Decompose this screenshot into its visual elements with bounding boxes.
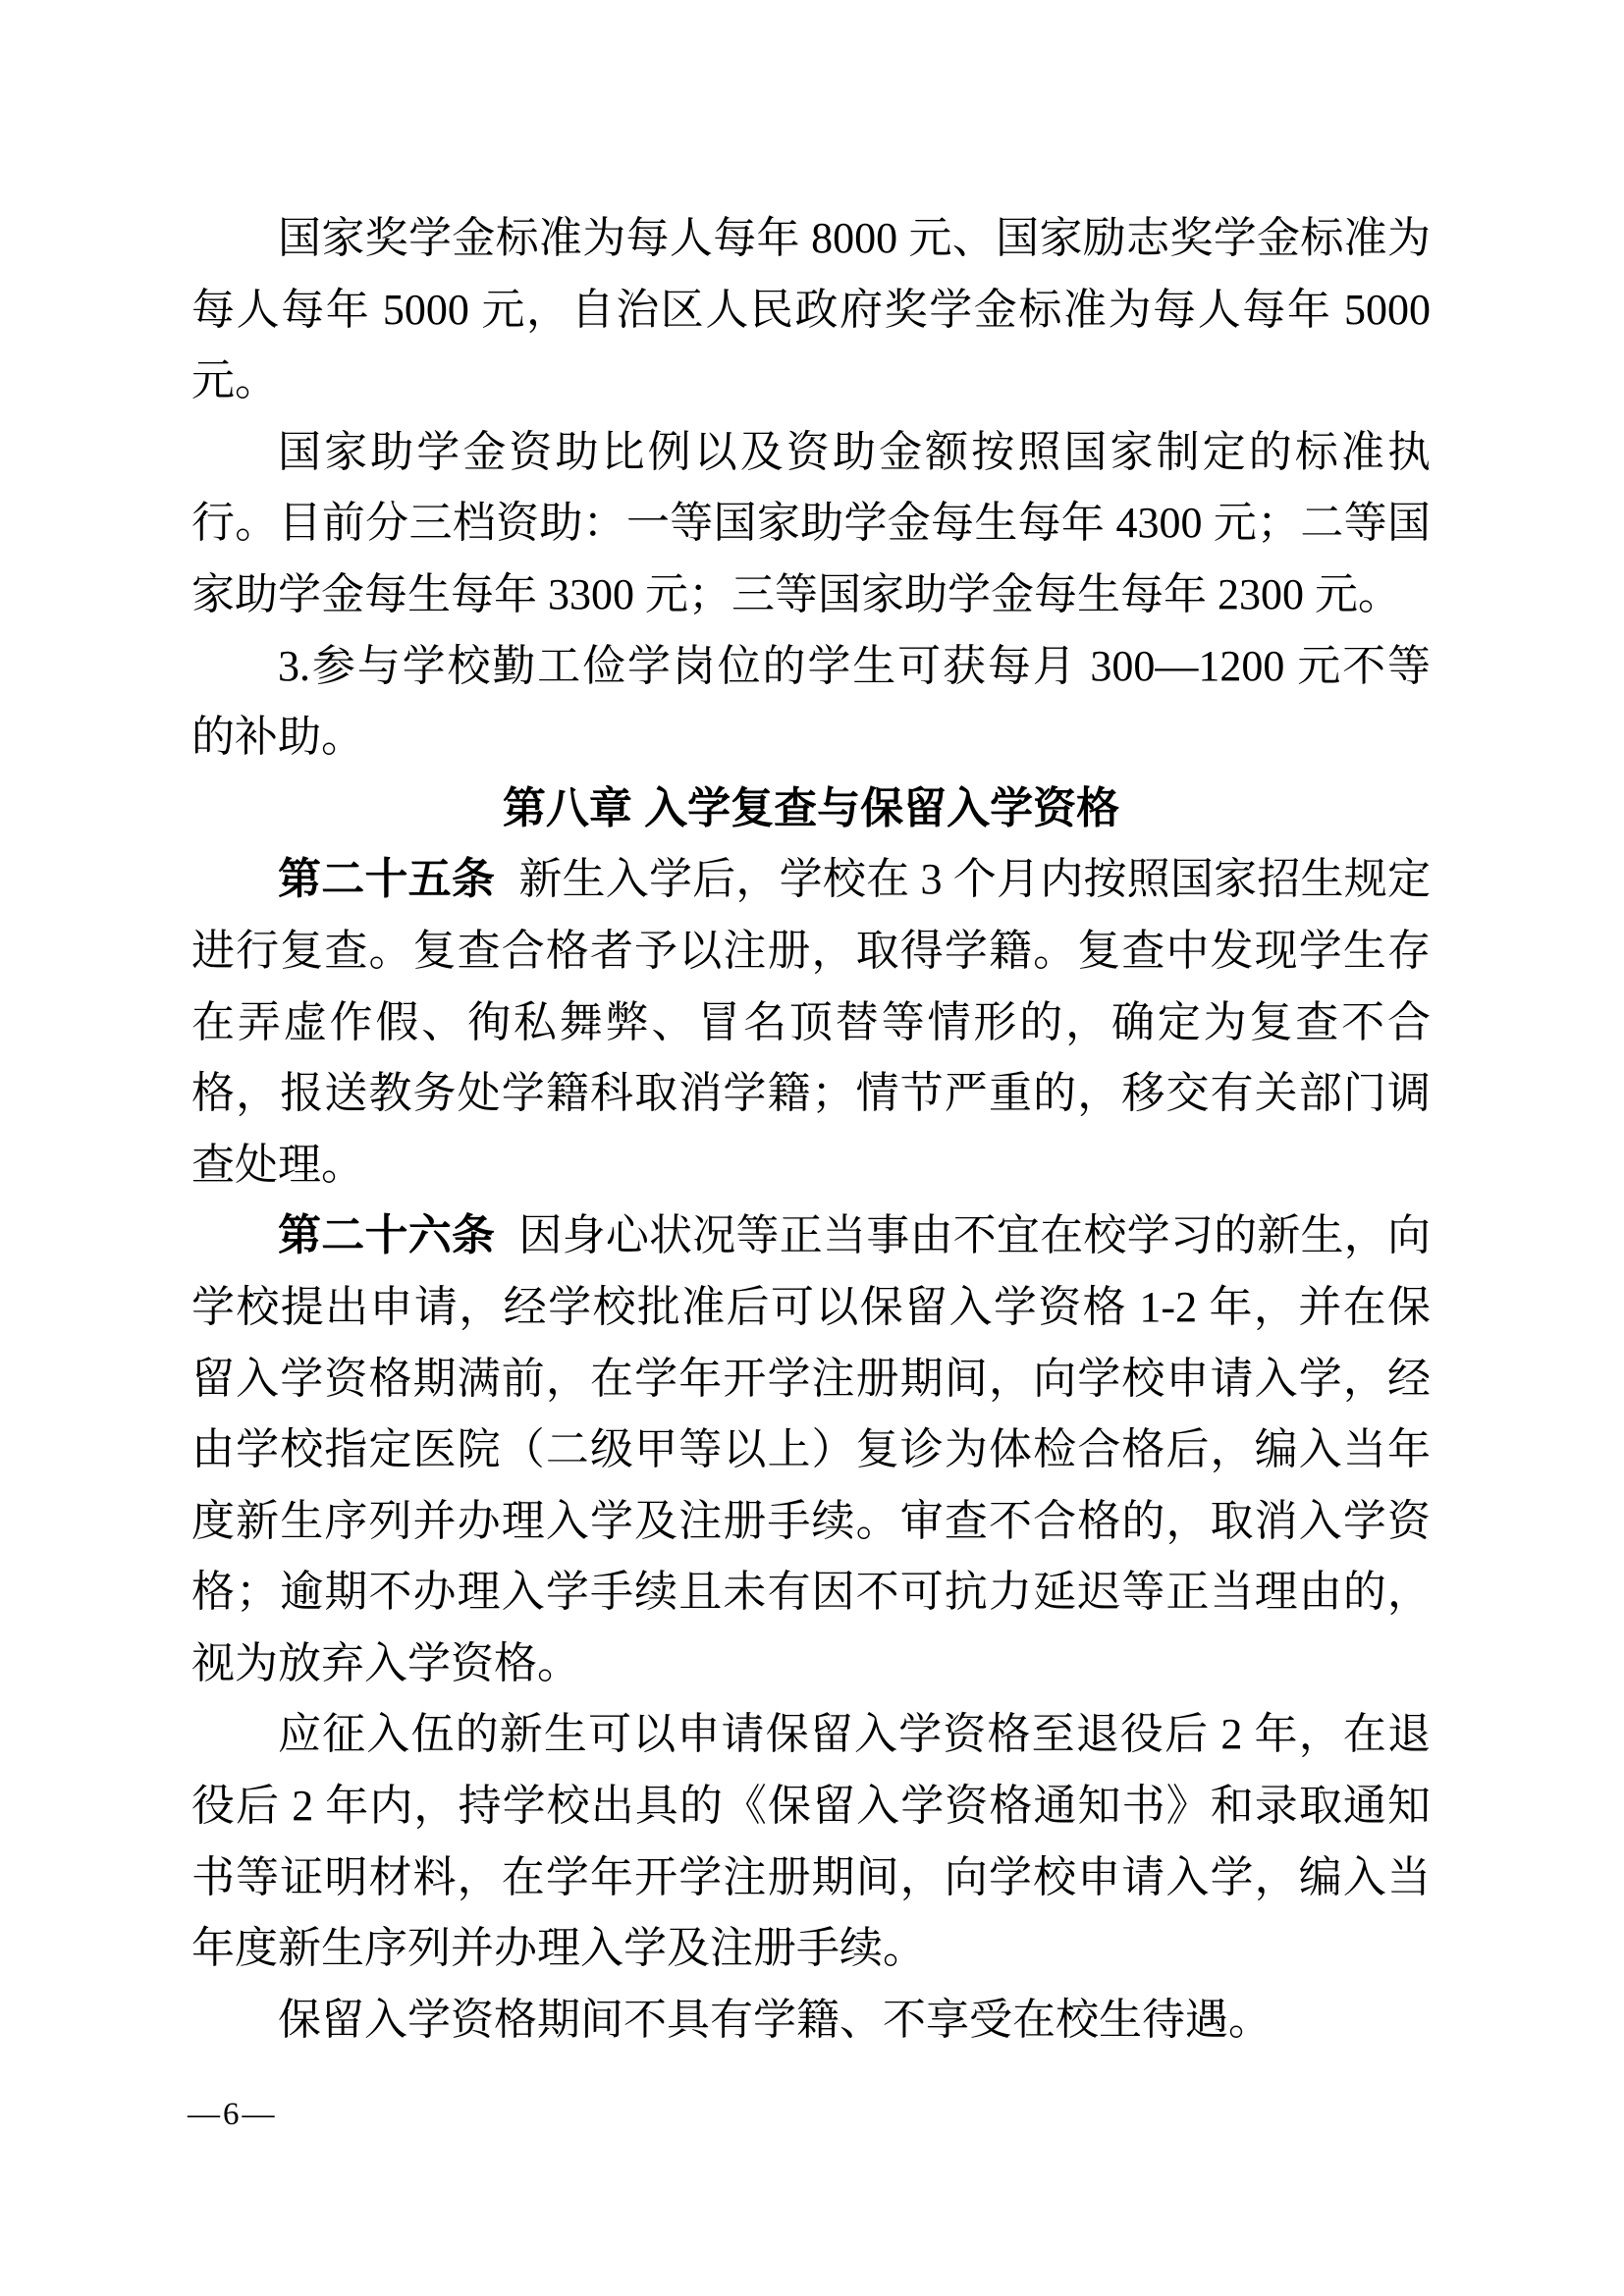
document-body — [191, 203, 1431, 2056]
article-26-text: 因身心状况等正当事由不宜在校学习的新生，向学校提出申请，经学校批准后可以保留入学资格 1-2 年，并在保留入学资格期满前，在学年开学注册期间，向学校申请入学，经由学校指定医院（二级甲等以上）复诊为体检合格后，编入当年度新生序列并办理入学及注册手续。审查不合格的，取消入学资格；逾期不办理入学手续且未有因不可抗力延迟等正当理由的，视为放弃入学资格。 — [191, 1211, 1432, 1687]
article-26-number: 第二十六条 — [278, 1211, 496, 1260]
article-25-text: 新生入学后，学校在 3 个月内按照国家招生规定进行复查。复查合格者予以注册，取得学籍。复查中发现学生存在弄虚作假、徇私舞弊、冒名顶替等情形的，确定为复查不合格，报送教务处学籍科取消学籍；情节严重的，移交有关部门调查处理。 — [191, 855, 1432, 1189]
paragraph-military-enrollment-retention: 应征入伍的新生可以申请保留入学资格至退役后 2 年，在退役后 2 年内，持学校出具的《保留入学资格通知书》和录取通知书等证明材料，在学年开学注册期间，向学校申请入学，编入当年度新生序列并办理入学及注册手续。 — [191, 1710, 1431, 1973]
page-number: —6— — [188, 2097, 278, 2132]
paragraph-work-study-subsidy: 3.参与学校勤工俭学岗位的学生可获每月 300—1200 元不等的补助。 — [191, 641, 1431, 762]
paragraph-retention-status-note: 保留入学资格期间不具有学籍、不享受在校生待遇。 — [278, 1995, 1272, 2044]
article-25-number: 第二十五条 — [278, 855, 496, 904]
article-26-paragraph — [191, 1201, 1431, 1699]
article-25-paragraph — [191, 844, 1431, 1201]
paragraph-scholarship-standards: 国家奖学金标准为每人每年 8000 元、国家励志奖学金标准为每人每年 5000 元，自治区人民政府奖学金标准为每人每年 5000 元。 — [191, 214, 1431, 405]
paragraph-grant-tiers: 国家助学金资助比例以及资助金额按照国家制定的标准执行。目前分三档资助：一等国家助学金每生每年 4300 元；二等国家助学金每生每年 3300 元；三等国家助学金每生每年 2300 元。 — [191, 427, 1431, 618]
chapter-heading: 第八章 入学复查与保留入学资格 — [502, 783, 1120, 832]
